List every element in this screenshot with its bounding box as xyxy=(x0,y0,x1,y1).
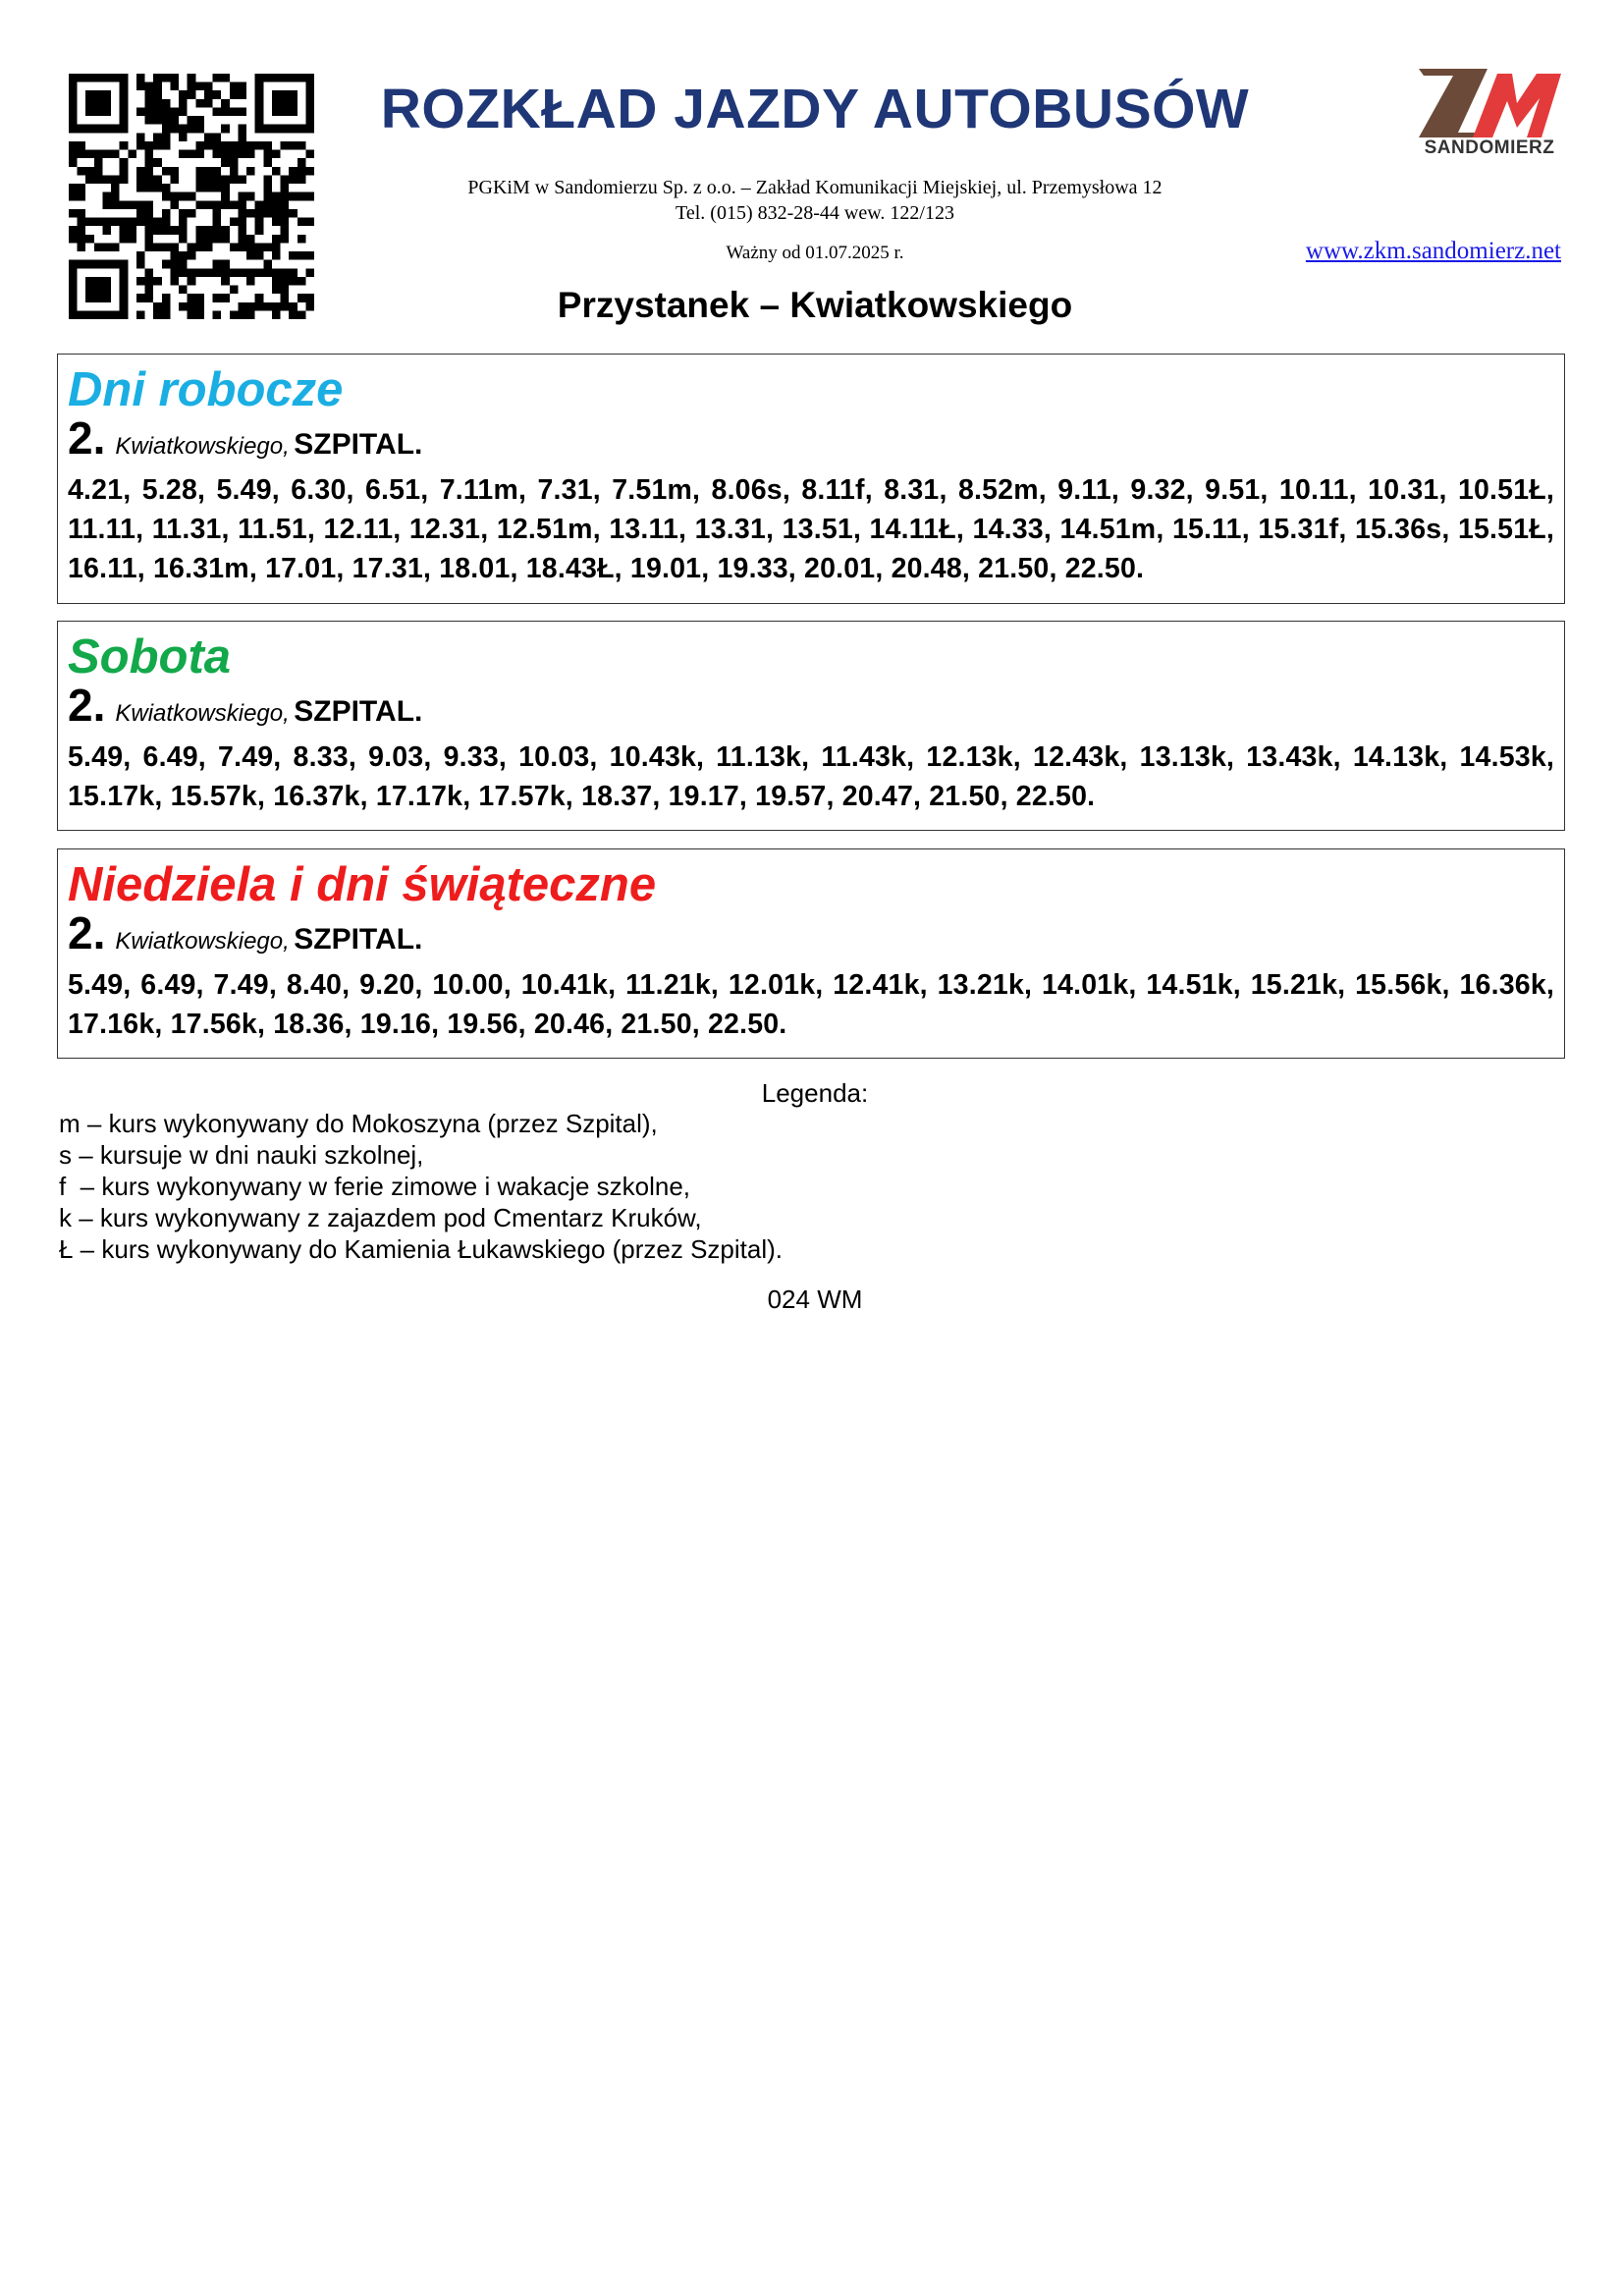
legend-item: Ł – kurs wykonywany do Kamienia Łukawskiego (przez Szpital). xyxy=(59,1234,784,1264)
route-origin: Kwiatkowskiego, xyxy=(115,928,290,955)
route-destination: SZPITAL. xyxy=(294,428,423,461)
day-heading: Dni robocze xyxy=(68,363,344,416)
timetable-section-sunday xyxy=(57,848,1565,1059)
page-title: ROZKŁAD JAZDY AUTOBUSÓW xyxy=(380,78,1250,140)
legend xyxy=(59,1108,783,1265)
departure-times: 5.49, 6.49, 7.49, 8.40, 9.20, 10.00, 10.41k, 11.21k, 12.01k, 12.41k, 13.21k, 14.01k, 14.51k, 15.21k, 15.56k, 16.36k, 17.16k, 17.56k, 18.36, 19.16, 19.56, 20.46, 21.50, 22.50. xyxy=(68,969,1554,1040)
timetable-section-saturday xyxy=(57,621,1565,831)
route-destination: SZPITAL. xyxy=(294,923,423,956)
timetable-section-weekdays xyxy=(57,354,1565,604)
route-number: 2. xyxy=(68,680,106,731)
legend-item: m – kurs wykonywany do Mokoszyna (przez Szpital), xyxy=(59,1109,658,1138)
footer-code: 024 WM xyxy=(767,1285,863,1314)
company-info xyxy=(324,175,1306,226)
company-address: PGKiM w Sandomierzu Sp. z o.o. – Zakład Komunikacji Miejskiej, ul. Przemysłowa 12 xyxy=(467,177,1163,198)
legend-item: k – kurs wykonywany z zajazdem pod Cmentarz Kruków, xyxy=(59,1203,702,1232)
route-origin: Kwiatkowskiego, xyxy=(115,433,290,460)
valid-from: Ważny od 01.07.2025 r. xyxy=(726,243,904,263)
website-link[interactable]: www.zkm.sandomierz.net xyxy=(1305,238,1561,264)
route-number: 2. xyxy=(68,907,106,958)
route-origin: Kwiatkowskiego, xyxy=(115,700,290,727)
route-line xyxy=(68,412,1554,470)
legend-item: f – kurs wykonywany w ferie zimowe i wakacje szkolne, xyxy=(59,1172,691,1201)
qr-code xyxy=(69,74,314,319)
logo-caption: SANDOMIERZ xyxy=(1424,137,1555,158)
route-line xyxy=(68,907,1554,965)
departure-times: 4.21, 5.28, 5.49, 6.30, 6.51, 7.11m, 7.31, 7.51m, 8.06s, 8.11f, 8.31, 8.52m, 9.11, 9.32, 9.51, 10.11, 10.31, 10.51Ł, 11.11, 11.31, 11.51, 12.11, 12.31, 12.51m, 13.11, 13.31, 13.51, 14.11Ł, 14.33, 14.51m, 15.11, 15.31f, 15.36s, 15.51Ł, 16.11, 16.31m, 17.01, 17.31, 18.01, 18.43Ł, 19.01, 19.33, 20.01, 20.48, 21.50, 22.50. xyxy=(68,474,1554,584)
route-number: 2. xyxy=(68,412,106,464)
day-heading: Sobota xyxy=(68,630,232,683)
legend-title: Legenda: xyxy=(761,1078,869,1108)
route-destination: SZPITAL. xyxy=(294,695,423,728)
company-phone: Tel. (015) 832-28-44 wew. 122/123 xyxy=(676,202,954,224)
stop-name: Przystanek – Kwiatkowskiego xyxy=(557,285,1073,325)
route-line xyxy=(68,680,1554,738)
legend-item: s – kursuje w dni nauki szkolnej, xyxy=(59,1140,424,1170)
day-heading: Niedziela i dni świąteczne xyxy=(68,858,657,911)
departure-times: 5.49, 6.49, 7.49, 8.33, 9.03, 9.33, 10.03, 10.43k, 11.13k, 11.43k, 12.13k, 12.43k, 13.13k, 13.43k, 14.13k, 14.53k, 15.17k, 15.57k, 16.37k, 17.17k, 17.57k, 18.37, 19.17, 19.57, 20.47, 21.50, 22.50. xyxy=(68,741,1554,812)
